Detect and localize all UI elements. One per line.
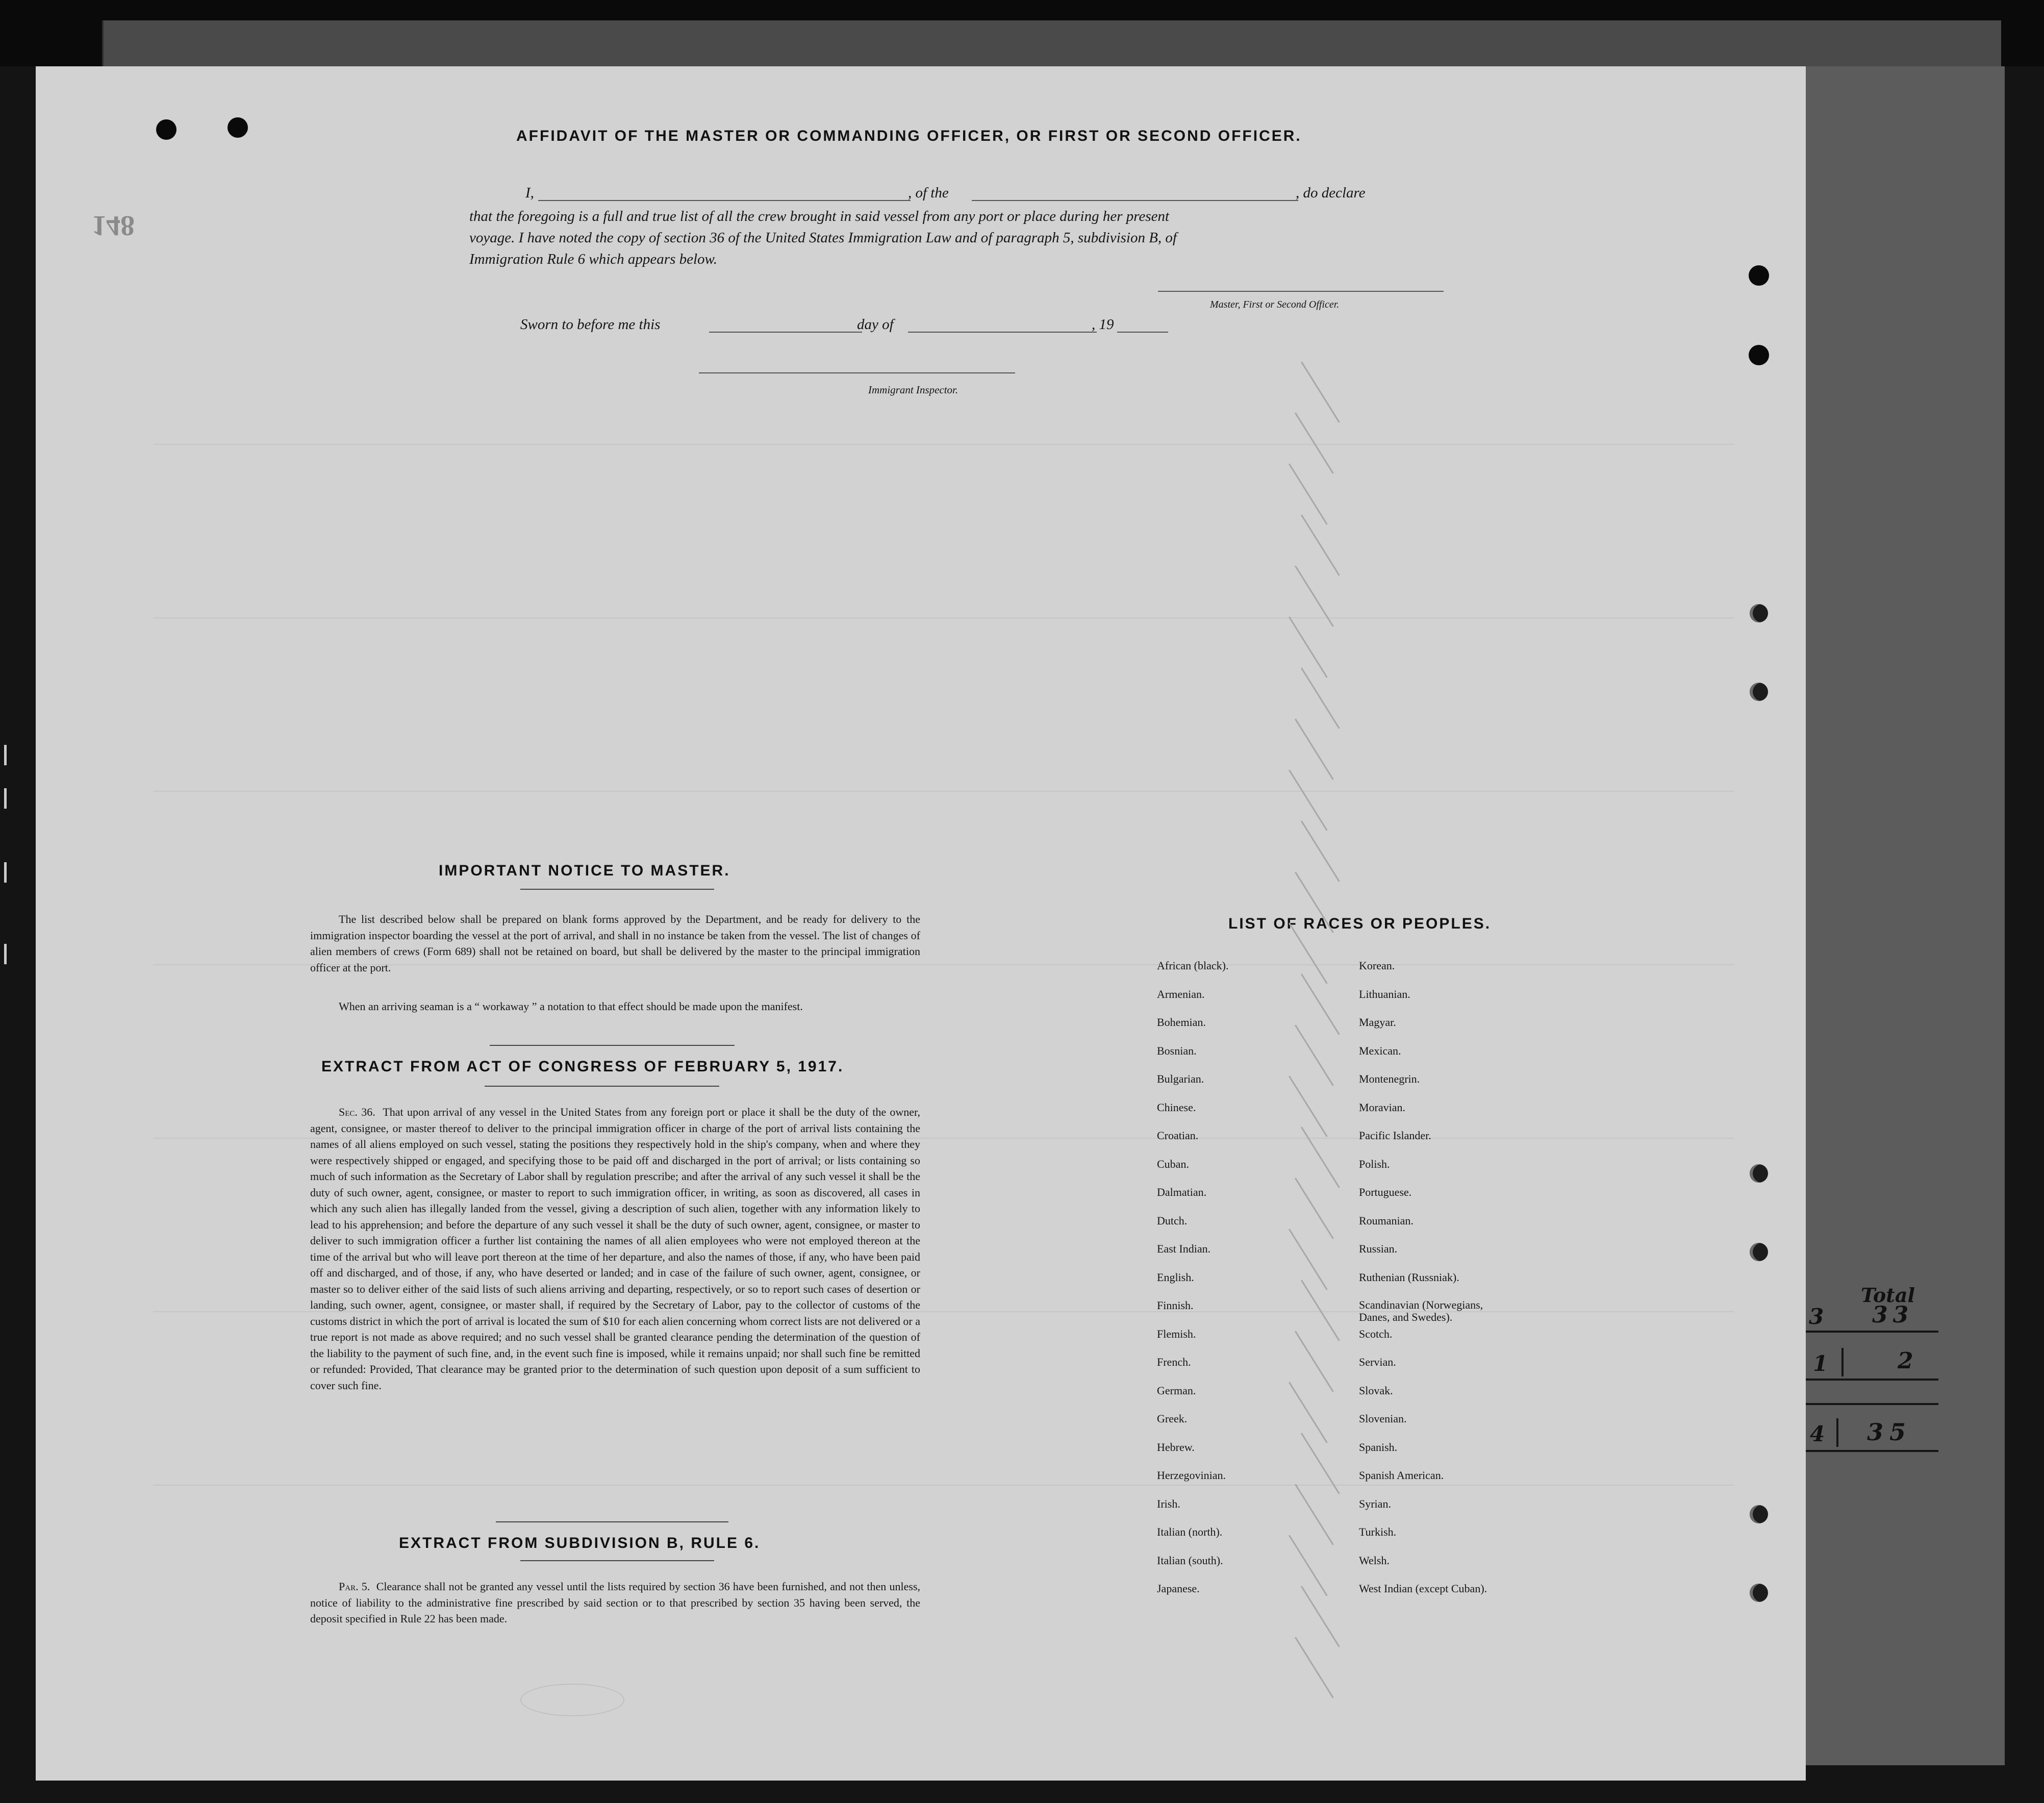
inspector-caption: Immigrant Inspector. (868, 384, 958, 396)
check-mark (1295, 1178, 1334, 1239)
bleed-through-row (153, 444, 1734, 445)
check-mark (1295, 1024, 1334, 1086)
extract-act-title: EXTRACT FROM ACT OF CONGRESS OF FEBRUARY 5, 1917. (321, 1058, 844, 1075)
master-name-blank (538, 200, 911, 201)
master-signature-line (1158, 291, 1444, 292)
back-sheet-edge (1806, 66, 2005, 1765)
tally-row-2-left: 1 (1813, 1351, 1828, 1376)
race-item: English. (1157, 1270, 1194, 1284)
extract-rule-title: EXTRACT FROM SUBDIVISION B, RULE 6. (399, 1535, 761, 1551)
race-item: Roumanian. (1359, 1214, 1414, 1227)
race-item: Korean. (1359, 959, 1395, 972)
race-item: Italian (south). (1157, 1554, 1223, 1567)
check-mark (1289, 463, 1328, 524)
vessel-name-blank (972, 200, 1298, 201)
paragraph-5-text: Clearance shall not be granted any vessel until the lists required by section 36 have been furnished, and not then unless, notice of liability to the administrative fine prescribed by said section or to that prescribed by section 35 having been served, the deposit specified in Rule 22 has been made. (310, 1580, 921, 1625)
race-item: Syrian. (1359, 1497, 1391, 1510)
extract-act-body (310, 1104, 920, 1393)
extract-act-rule (485, 1086, 719, 1087)
race-item: Cuban. (1157, 1157, 1189, 1170)
frame-mark (4, 788, 7, 809)
race-item: Servian. (1359, 1356, 1396, 1368)
extract-rule-body (310, 1579, 920, 1627)
extract-rule-rule (520, 1560, 714, 1561)
punch-hole (1750, 1243, 1768, 1261)
affidavit-title: AFFIDAVIT OF THE MASTER OR COMMANDING OFFICER, OR FIRST OR SECOND OFFICER. (516, 128, 1302, 144)
race-item: Armenian. (1157, 987, 1205, 1000)
race-item: Slovenian. (1359, 1412, 1407, 1425)
race-item: Magyar. (1359, 1016, 1396, 1029)
frame-mark (4, 944, 7, 964)
affidavit-body-line-3: Immigration Rule 6 which appears below. (469, 251, 717, 267)
manifest-sheet (36, 66, 1915, 1781)
declaration-i: I, (525, 185, 534, 201)
sworn-year-blank (1117, 332, 1168, 333)
race-item: Russian. (1359, 1242, 1398, 1255)
section-label: Sec. 36. (339, 1106, 375, 1118)
punch-hole (1750, 683, 1768, 701)
race-item: Spanish. (1359, 1440, 1398, 1454)
sworn-text: Sworn to before me this (520, 316, 661, 333)
race-item: Welsh. (1359, 1554, 1390, 1567)
tally-row-1-left: 3 (1809, 1304, 1824, 1329)
check-mark (1301, 361, 1340, 422)
check-mark (1289, 1535, 1328, 1596)
section-36-text: That upon arrival of any vessel in the United States from any foreign port or place it shall be the duty of the owner, agent, consignee, or master thereof to deliver to the principal immigration officer in charge of the port of arrival lists containing the names of all aliens employed on such vessel, stating the positions they respectively hold in the ship's company, when and where they were respectively shipped or engaged, and specifying those to be paid off and discharged in the port of arrival; or lists containing so much of such information as the Secretary of Labor shall by regulation prescribe; and after the arrival of any such vessel it shall be the duty of such owner, agent, consignee, or master to report to such immigration officer, in writing, as soon as discovered, all cases in which any such alien has illegally landed from the vessel, giving a description of such alien, together with any information likely to lead to his apprehension; and before the departure of any such vessel it shall be the duty of such owner, agent, consignee, or master to deliver to such immigration officer a further list containing the names of all alien employees who were not employed thereon at the time of the arrival but who will leave port thereon at the time of her departure, and also the names of those, if any, who have been paid off and discharged, and of those, if any, who have deserted or landed; and in case of the failure of such owner, agent, consignee, or master so to deliver either of the said lists of such aliens arriving and departing, respectively, or so to report such cases of desertion or landing, such owner, agent, consignee, or master shall, if required by the Secretary of Labor, pay to the collector of customs of the customs district in which the port of arrival is located the sum of $10 for each alien concerning whom correct lists are not delivered or a true report is not made as above required; and no such vessel shall be granted clearance pending the determination of the question of the liability to the payment of such fine, and, in the event such fine is imposed, while it remains unpaid; nor shall such fine be remitted or refunded: Provided, That clearance may be granted prior to the determination of such question upon deposit of a sum sufficient to cover such fine. (310, 1106, 921, 1392)
race-item: Mexican. (1359, 1044, 1401, 1057)
frame-mark (4, 862, 7, 883)
notice-title: IMPORTANT NOTICE TO MASTER. (439, 862, 730, 879)
race-item: Dutch. (1157, 1214, 1188, 1227)
race-item: Bulgarian. (1157, 1072, 1204, 1085)
race-item: Finnish. (1157, 1299, 1194, 1312)
notice-paragraph-2: When an arriving seaman is a “ workaway ” a notation to that effect should be made upon the manifest. (339, 1000, 803, 1013)
declaration-of-the: , of the (908, 185, 949, 201)
sworn-day-of: day of (857, 316, 894, 333)
race-item: Montenegrin. (1359, 1072, 1420, 1085)
race-item: Spanish American. (1359, 1469, 1444, 1482)
race-item: French. (1157, 1356, 1191, 1368)
tally-rule (1806, 1450, 1938, 1452)
check-mark (1289, 1075, 1328, 1137)
affidavit-body-line-2: voyage. I have noted the copy of section 36 of the United States Immigration Law and of paragraph 5, subdivision B, of (469, 230, 1177, 246)
inspector-signature-line (699, 372, 1015, 373)
check-mark (1295, 412, 1334, 473)
check-mark (1295, 1484, 1334, 1545)
notice-rule (520, 889, 714, 890)
notice-paragraph-1: The list described below shall be prepared on blank forms approved by the Department, and be ready for delivery to the immigration inspector boarding the vessel at the port of arrival, and shall in no instance be taken from the vessel. The list of changes of alien members of crews (Form 689) shall not be retained on board, but shall be delivered by the master to the principal immigration officer at the port. (310, 913, 920, 974)
race-item: German. (1157, 1384, 1196, 1397)
race-item: Scotch. (1359, 1327, 1393, 1340)
race-item: West Indian (except Cuban). (1359, 1582, 1487, 1595)
race-item: African (black). (1157, 959, 1229, 972)
check-mark (1289, 1229, 1328, 1290)
declaration-line (469, 185, 1469, 205)
race-item: Croatian. (1157, 1129, 1199, 1142)
check-mark (1289, 616, 1328, 678)
check-mark (1289, 1382, 1328, 1443)
punch-hole (1749, 345, 1769, 365)
check-mark (1295, 718, 1334, 780)
tally-total-label: Total (1861, 1284, 1915, 1307)
race-item: Pacific Islander. (1359, 1129, 1431, 1142)
master-signature-caption: Master, First or Second Officer. (1210, 299, 1340, 310)
tally-row-2-right: 2 (1898, 1348, 1913, 1374)
tally-rule (1806, 1331, 1938, 1333)
race-item: Moravian. (1359, 1100, 1406, 1114)
race-item: Bosnian. (1157, 1044, 1197, 1057)
check-mark (1295, 1331, 1334, 1392)
race-item: Hebrew. (1157, 1440, 1195, 1454)
tally-row-3-right: 35 (1867, 1418, 1912, 1446)
punch-hole (1750, 1505, 1768, 1523)
tally-rule (1806, 1403, 1938, 1405)
check-mark (1301, 1280, 1340, 1341)
tally-row-3-left: 4 (1810, 1421, 1825, 1446)
declaration-do-declare: , do declare (1296, 185, 1366, 201)
check-mark (1301, 667, 1340, 729)
race-item: Chinese. (1157, 1100, 1196, 1114)
section-divider (490, 1045, 735, 1046)
tally-divider (1836, 1418, 1838, 1447)
frame-mark (4, 745, 7, 765)
punch-hole (1750, 1164, 1768, 1183)
sworn-month-blank (908, 332, 1097, 333)
bleed-through-row (153, 1485, 1734, 1486)
paragraph-label: Par. 5. (339, 1580, 370, 1593)
race-item: Ruthenian (Russniak). (1359, 1270, 1459, 1284)
sworn-year: , 19 (1092, 316, 1114, 333)
corner-number: 148 (92, 210, 135, 241)
punch-hole (1750, 1584, 1768, 1602)
race-item: East Indian. (1157, 1242, 1211, 1255)
race-item: Turkish. (1359, 1525, 1397, 1538)
tally-row-1-right: 33 (1872, 1302, 1914, 1328)
sworn-day-blank (709, 332, 862, 333)
tally-rule (1806, 1379, 1938, 1381)
race-item: Flemish. (1157, 1327, 1196, 1340)
check-mark (1301, 1586, 1340, 1647)
check-mark (1301, 514, 1340, 575)
check-mark (1295, 1637, 1334, 1698)
race-item: Lithuanian. (1359, 987, 1410, 1000)
race-item: Herzegovinian. (1157, 1469, 1226, 1482)
race-item: Portuguese. (1359, 1186, 1412, 1198)
race-item: Bohemian. (1157, 1016, 1206, 1029)
races-title: LIST OF RACES OR PEOPLES. (1228, 915, 1492, 932)
affidavit-body-line-1: that the foregoing is a full and true list of all the crew brought in said vessel from any port or place during her present (469, 208, 1170, 224)
check-mark (1301, 973, 1340, 1035)
race-item: Irish. (1157, 1497, 1180, 1510)
race-item: Italian (north). (1157, 1525, 1223, 1538)
tally-divider (1841, 1348, 1844, 1376)
race-item: Greek. (1157, 1412, 1188, 1425)
check-mark (1301, 1126, 1340, 1188)
race-item: Polish. (1359, 1157, 1390, 1170)
punch-hole (1749, 265, 1769, 286)
check-mark (1289, 769, 1328, 831)
faint-stamp (520, 1684, 624, 1716)
race-item: Scandinavian (Norwegians, Danes, and Swedes). (1359, 1298, 1483, 1323)
check-mark (1301, 820, 1340, 882)
bleed-through-row (153, 617, 1734, 618)
race-item: Slovak. (1359, 1384, 1393, 1397)
bleed-through-row (153, 791, 1734, 792)
sworn-line (520, 316, 1234, 337)
punch-hole (156, 119, 176, 140)
punch-hole (228, 117, 248, 138)
section-divider (496, 1521, 728, 1522)
race-item: Dalmatian. (1157, 1186, 1207, 1198)
punch-hole (1750, 604, 1768, 622)
race-item: Japanese. (1157, 1582, 1200, 1595)
